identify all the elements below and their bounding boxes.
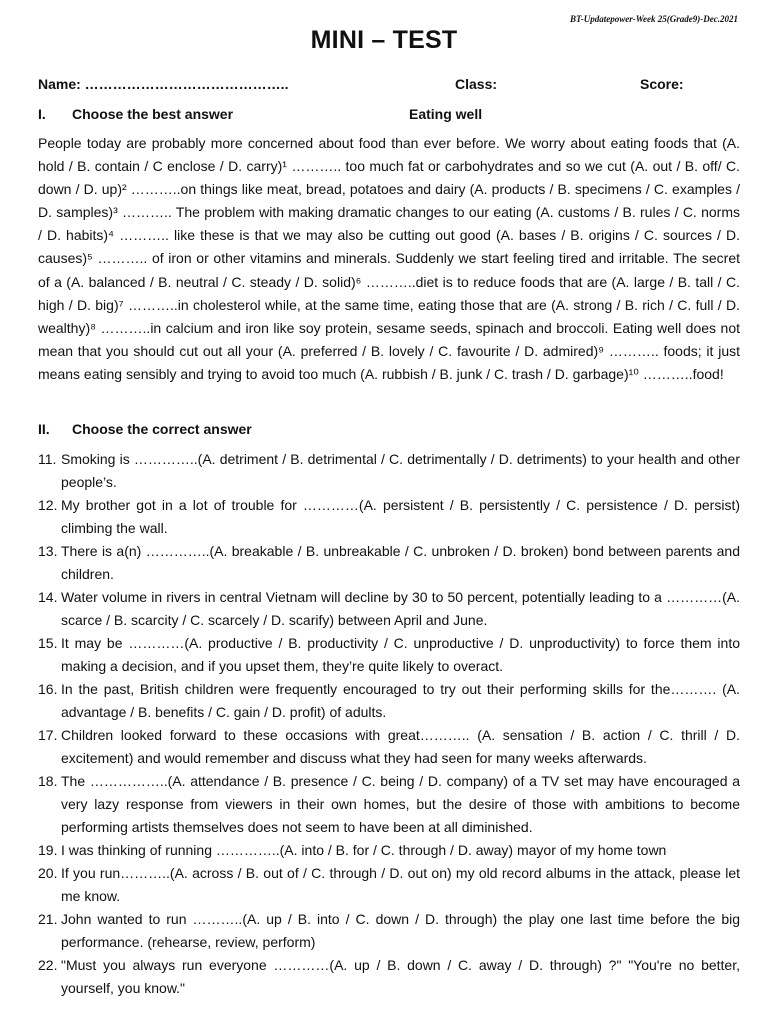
question-text: I was thinking of running …………..(A. into / B. for / C. through / D. away) mayor of my home town	[61, 842, 667, 858]
section-1-heading	[38, 106, 483, 122]
section-2-heading	[38, 421, 252, 437]
question-text: My brother got in a lot of trouble for …………(A. persistent / B. persistently / C. persistence / D. persist) climbing the wall.	[61, 497, 740, 536]
student-info-row	[38, 76, 738, 94]
question-text: It may be …………(A. productive / B. productivity / C. unproductive / D. unproductivity) to force them into making a decision, and if you upset them, they’re quite likely to overact.	[61, 635, 740, 674]
section-1-number: I.	[38, 106, 46, 122]
question-text: In the past, British children were frequently encouraged to try out their performing skills for the………. (A. advantage / B. benefits / C. gain / D. profit) of adults.	[61, 681, 740, 720]
question-number: 13.	[38, 543, 58, 559]
question-number: 14.	[38, 589, 58, 605]
section-2-title: Choose the correct answer	[72, 421, 252, 437]
question-number: 20.	[38, 865, 58, 881]
question-text: Smoking is …………..(A. detriment / B. detrimental / C. detrimentally / D. detriments) to your health and other people’s.	[61, 451, 740, 490]
question-number: 11.	[38, 451, 57, 467]
question-item	[38, 632, 740, 678]
name-field-label: Name: ……………………………………..	[38, 76, 289, 92]
section-1-title: Choose the best answer	[72, 106, 234, 122]
score-field-label: Score:	[640, 76, 684, 92]
reading-passage: People today are probably more concerned about food than ever before. We worry about eating foods that (A. hold / B. contain / C enclose / D. carry)¹ ……….. too much fat or carbohydrates and so we cut (A. out / B. off/ C. down / D. up)² ………..on things like meat, bread, potatoes and dairy (A. products / B. specimens / C. examples / D. samples)³ ……….. The problem with making dramatic changes to our eating (A. customs / B. rules / C. norms / D. habits)⁴ ……….. like these is that we may also be cutting out good (A. bases / B. origins / C. sources / D. causes)⁵ ……….. of iron or other vitamins and minerals. Suddenly we start feeling tired and irritable. The secret of a (A. balanced / B. neutral / C. steady / D. solid)⁶ ………..diet is to reduce foods that are (A. large / B. tall / C. high / D. big)⁷ ………..in cholesterol while, at the same time, eating those that are (A. strong / B. rich / C. full / D. wealthy)⁸ ………..in calcium and iron like soy protein, sesame seeds, spinach and broccoli. Eating well does not mean that you should cut out all your (A. preferred / B. lovely / C. favourite / D. admired)⁹ ……….. foods; it just means eating sensibly and trying to avoid too much (A. rubbish / B. junk / C. trash / D. garbage)¹⁰ ………..food!	[38, 135, 740, 382]
question-number: 22.	[38, 957, 58, 973]
question-item	[38, 839, 740, 862]
question-item	[38, 448, 740, 494]
question-item	[38, 678, 740, 724]
question-number: 12.	[38, 497, 58, 513]
question-number: 15.	[38, 635, 58, 651]
section-2-number: II.	[38, 421, 50, 437]
question-text: Water volume in rivers in central Vietnam will decline by 30 to 50 percent, potentially leading to a …………(A. scarce / B. scarcity / C. scarcely / D. scarify) between April and June.	[61, 589, 740, 628]
passage-title: Eating well	[409, 106, 483, 122]
question-list	[38, 448, 740, 1000]
question-number: 16.	[38, 681, 58, 697]
question-text: John wanted to run ………..(A. up / B. into / C. down / D. through) the play one last time before the big performance. (rehearse, review, perform)	[61, 911, 740, 950]
question-number: 21.	[38, 911, 58, 927]
question-number: 17.	[38, 727, 58, 743]
question-number: 19.	[38, 842, 58, 858]
question-item	[38, 724, 740, 770]
question-text: Children looked forward to these occasions with great……….. (A. sensation / B. action / C. thrill / D. excitement) and would remember and discuss what they had seen for many weeks afterwards.	[61, 727, 740, 766]
question-item	[38, 908, 740, 954]
class-field-label: Class:	[455, 76, 498, 92]
question-text: The ……………..(A. attendance / B. presence / C. being / D. company) of a TV set may have encouraged a very lazy response from viewers in their own homes, but the desire of those with ambitions to become performing artists themselves does not seem to have been at all diminished.	[61, 773, 740, 835]
question-item	[38, 770, 740, 839]
question-text: There is a(n) …………..(A. breakable / B. unbreakable / C. unbroken / D. broken) bond between parents and children.	[61, 543, 740, 582]
question-item	[38, 862, 740, 908]
question-item	[38, 586, 740, 632]
document-reference-tag: BT-Updatepower-Week 25(Grade9)-Dec.2021	[570, 14, 738, 24]
question-item	[38, 954, 740, 1000]
question-text: If you run………..(A. across / B. out of / C. through / D. out on) my old record albums in the attack, please let me know.	[61, 865, 740, 904]
question-text: "Must you always run everyone …………(A. up / B. down / C. away / D. through) ?" "You're no better, yourself, you know."	[61, 957, 740, 996]
question-item	[38, 494, 740, 540]
page-title: MINI – TEST	[310, 26, 458, 54]
question-number: 18.	[38, 773, 58, 789]
question-item	[38, 540, 740, 586]
